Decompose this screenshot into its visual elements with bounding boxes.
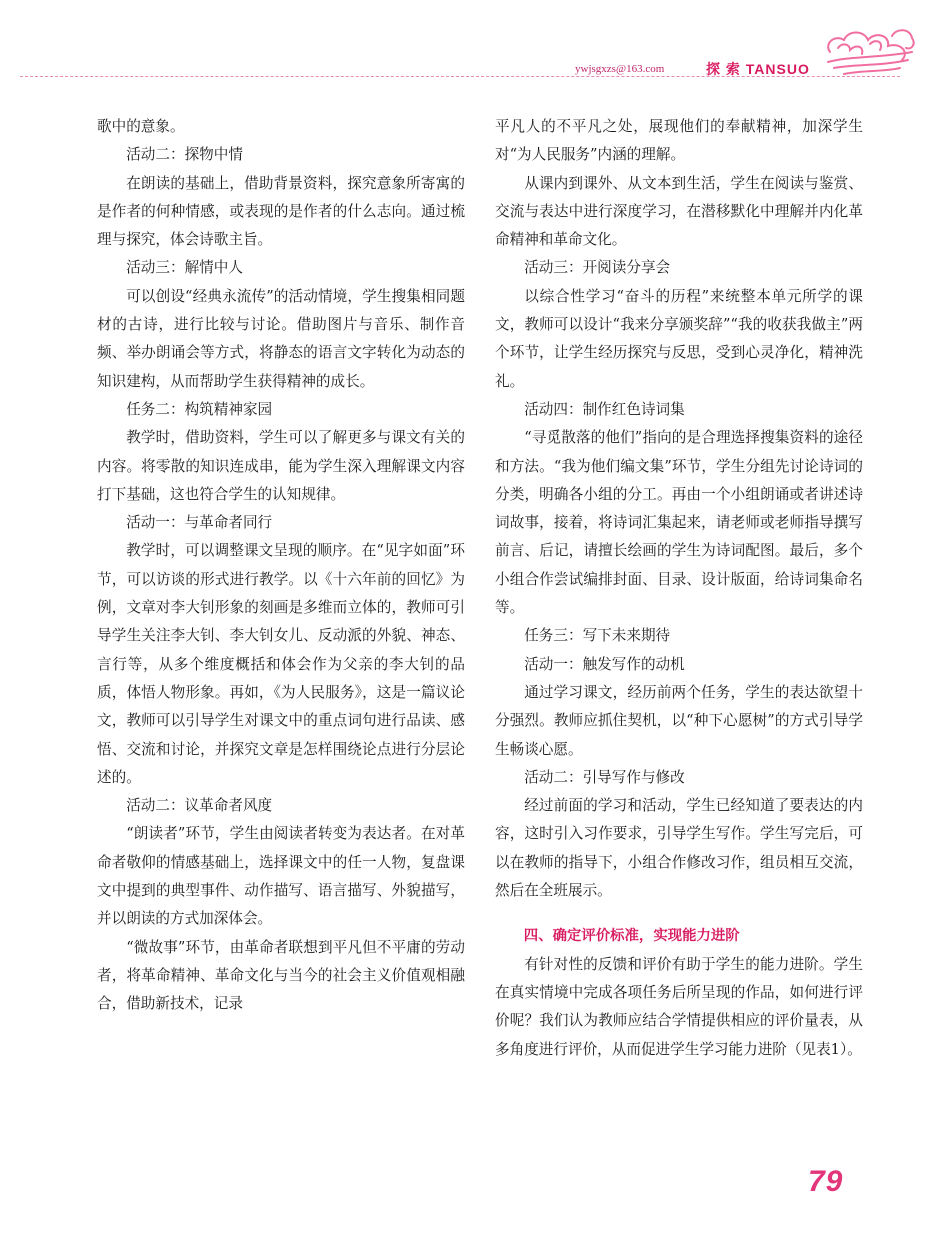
activity-heading: 活动三：开阅读分享会 [524, 259, 671, 277]
activity-heading: 活动二：议革命者风度 [126, 797, 273, 815]
right-column [495, 113, 863, 1064]
header-divider [20, 76, 900, 77]
paragraph: “朗读者”环节，学生由阅读者转变为表达者。在对革命者敬仰的情感基础上，选择课文中的任一人物，复盘课文中提到的典型事件、动作描写、语言描写、外貌描写，并以朗读的方式加深体会。 [97, 825, 465, 928]
paragraph: 通过学习课文，经历前两个任务，学生的表达欲望十分强烈。教师应抓住契机，以“种下心愿树”的方式引导学生畅谈心愿。 [495, 683, 863, 758]
activity-heading: 活动一：触发写作的动机 [524, 655, 685, 673]
paragraph: 教学时，借助资料，学生可以了解更多与课文有关的内容。将零散的知识连成串，能为学生深入理解课文内容打下基础，这也符合学生的认知规律。 [97, 429, 465, 503]
activity-heading: 活动四：制作红色诗词集 [524, 400, 685, 418]
paragraph: 在朗读的基础上，借助背景资料，探究意象所寄寓的是作者的何种情感，或表现的是作者的什么志向。通过梳理与探究，体会诗歌主旨。 [97, 174, 465, 249]
paragraph: “微故事”环节，由革命者联想到平凡但不平庸的劳动者，将革命精神、革命文化与当今的社会主义价值观相融合，借助新技术，记录 [97, 938, 465, 1013]
activity-heading: 活动二：探物中情 [126, 146, 243, 164]
continued-paragraph: 歌中的意象。 [97, 118, 185, 135]
activity-heading: 活动一：与革命者同行 [126, 514, 273, 532]
section-heading: 四、确定评价标准，实现能力进阶 [523, 928, 740, 945]
page-number: 79 [808, 1165, 844, 1198]
page-header [0, 0, 950, 90]
activity-heading: 活动二：引导写作与修改 [524, 768, 685, 786]
paragraph: “寻觅散落的他们”指向的是合理选择搜集资料的途径和方法。“我为他们编文集”环节，学生分组先讨论诗词的分类，明确各小组的分工。再由一个小组朗诵或者讲述诗词故事，接着，将诗词汇集起来，请老师或老师指导撰写前言、后记，请擅长绘画的学生为诗词配图。最后，多个小组合作尝试编排封面、目录、设计版面，给诗词集命名等。 [495, 429, 863, 617]
paragraph: 从课内到课外、从文本到生活，学生在阅读与鉴赏、交流与表达中进行深度学习，在潜移默化中理解并内化革命精神和革命文化。 [495, 174, 863, 249]
paragraph: 可以创设“经典永流传”的活动情境，学生搜集相同题材的古诗，进行比较与讨论。借助图片与音乐、制作音频、举办朗诵会等方式，将静态的语言文字转化为动态的知识建构，从而帮助学生获得精神的成长。 [97, 287, 465, 390]
left-column [97, 113, 465, 1019]
section-name: 探 索 TANSUO [706, 61, 810, 77]
paragraph: 有针对性的反馈和评价有助于学生的能力进阶。学生在真实情境中完成各项任务后所呈现的作品，如何进行评价呢？我们认为教师应结合学情提供相应的评价量表，从多角度进行评价，从而促进学生学习能力进阶（见表1）。 [495, 955, 863, 1058]
paragraph: 教学时，可以调整课文呈现的顺序。在“见字如面”环节，可以访谈的形式进行教学。以《十六年前的回忆》为例，文章对李大钊形象的刻画是多维而立体的，教师可引导学生关注李大钊、李大钊女儿、反动派的外貌、神态、言行等，从多个维度概括和体会作为父亲的李大钊的品质，体悟人物形象。再如，《为人民服务》，这是一篇议论文，教师可以引导学生对课文中的重点词句进行品读、感悟、交流和讨论，并探究文章是怎样围绕论点进行分层论述的。 [97, 542, 465, 786]
activity-heading: 活动三：解情中人 [126, 259, 243, 277]
cloud-logo-icon [820, 22, 920, 76]
activity-heading: 任务三：写下未来期待 [524, 627, 671, 645]
activity-heading: 任务二：构筑精神家园 [126, 400, 273, 418]
contact-email: ywjsgxzs@163.com [575, 63, 665, 75]
paragraph: 以综合性学习“奋斗的历程”来统整本单元所学的课文，教师可以设计“我来分享颁奖辞”“我的收获我做主”两个环节，让学生经历探究与反思，受到心灵净化，精神洗礼。 [495, 287, 863, 390]
paragraph: 经过前面的学习和活动，学生已经知道了要表达的内容，这时引入习作要求，引导学生写作。学生写完后，可以在教师的指导下，小组合作修改习作，组员相互交流，然后在全班展示。 [495, 797, 863, 900]
continued-paragraph: 平凡人的不平凡之处，展现他们的奉献精神，加深学生对“为人民服务”内涵的理解。 [495, 118, 863, 164]
